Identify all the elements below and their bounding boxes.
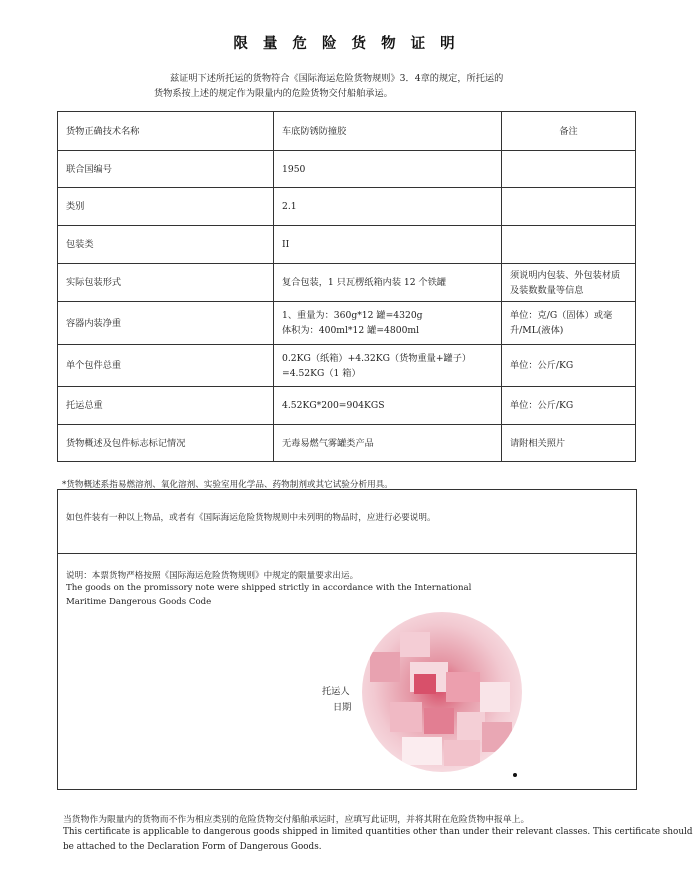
- row-remark: 单位：公斤/KG: [502, 387, 636, 425]
- multi-item-box: [57, 489, 637, 554]
- row-value: 4.52KG*200=904KGS: [274, 387, 502, 425]
- ink-dot: [513, 773, 517, 777]
- row-remark-header: 备注: [502, 112, 636, 151]
- row-label: 托运总重: [58, 387, 274, 425]
- row-remark: 单位：公斤/KG: [502, 345, 636, 387]
- table-row: [58, 345, 636, 387]
- multi-item-instruction: 如包件装有一种以上物品，或者有《国际海运危险货物规则中未列明的物品时，应进行必要说明。: [66, 513, 436, 523]
- footer-en-1: This certificate is applicable to dangerous goods shipped in limited quantities other than under their relevant classes. This certificate should: [63, 827, 693, 837]
- row-remark: [502, 151, 636, 188]
- intro-line-1: 兹证明下述所托运的货物符合《国际海运危险货物规则》3．4章的规定，所托运的: [170, 73, 504, 84]
- row-label: 容器内装净重: [58, 302, 274, 345]
- row-value: 0.2KG（纸箱）+4.32KG（货物重量+罐子）=4.52KG（1 箱）: [274, 345, 502, 387]
- row-value: 2.1: [274, 188, 502, 226]
- date-label: 日期: [333, 702, 352, 713]
- row-remark: 须说明内包装、外包装材质及装数数量等信息: [502, 264, 636, 302]
- row-label: 实际包装形式: [58, 264, 274, 302]
- row-value: 无毒易燃气雾罐类产品: [274, 425, 502, 462]
- document-title: 限 量 危 险 货 物 证 明: [233, 36, 460, 52]
- row-value: 1950: [274, 151, 502, 188]
- intro-line-2: 货物系按上述的规定作为限量内的危险货物交付船舶承运。: [154, 88, 393, 99]
- row-value: 车底防锈防撞胶: [274, 112, 502, 151]
- company-seal: [362, 612, 522, 772]
- table-row: [58, 302, 636, 345]
- statement-en-1: The goods on the promissory note were shipped strictly in accordance with the International: [66, 583, 472, 593]
- row-remark: 单位：克/G（固体）或毫升/ML(液体): [502, 302, 636, 345]
- row-label: 联合国编号: [58, 151, 274, 188]
- table-row: [58, 188, 636, 226]
- statement-box: [57, 552, 637, 790]
- statement-en-2: Maritime Dangerous Goods Code: [66, 597, 212, 607]
- row-value: II: [274, 226, 502, 264]
- row-remark: [502, 226, 636, 264]
- footer-en-2: be attached to the Declaration Form of Dangerous Goods.: [63, 842, 322, 852]
- shipper-label: 托运人: [322, 686, 350, 697]
- table-row: [58, 151, 636, 188]
- table-row: [58, 112, 636, 151]
- table-row: [58, 264, 636, 302]
- row-label: 包装类: [58, 226, 274, 264]
- table-row: [58, 387, 636, 425]
- statement-cn: 说明：本票货物严格按照《国际海运危险货物规则》中规定的限量要求出运。: [66, 571, 359, 581]
- row-label: 货物概述及包件标志标记情况: [58, 425, 274, 462]
- footer-cn: 当货物作为限量内的货物而不作为相应类别的危险货物交付船舶承运时，应填写此证明，并将其附在危险货物申报单上。: [63, 815, 530, 825]
- row-value: 复合包装，1 只瓦楞纸箱内装 12 个铁罐: [274, 264, 502, 302]
- row-label: 类别: [58, 188, 274, 226]
- table-row: [58, 226, 636, 264]
- footnote: *货物概述系指易燃溶剂、氧化溶剂、实验室用化学品、药物制剂或其它试验分析用具。: [62, 480, 393, 490]
- row-remark: 请附相关照片: [502, 425, 636, 462]
- row-label: 单个包件总重: [58, 345, 274, 387]
- goods-info-table: [57, 111, 636, 462]
- table-row: [58, 425, 636, 462]
- row-value: 1、重量为：360g*12 罐=4320g 体积为：400ml*12 罐=4800ml: [274, 302, 502, 345]
- row-remark: [502, 188, 636, 226]
- row-label: 货物正确技术名称: [58, 112, 274, 151]
